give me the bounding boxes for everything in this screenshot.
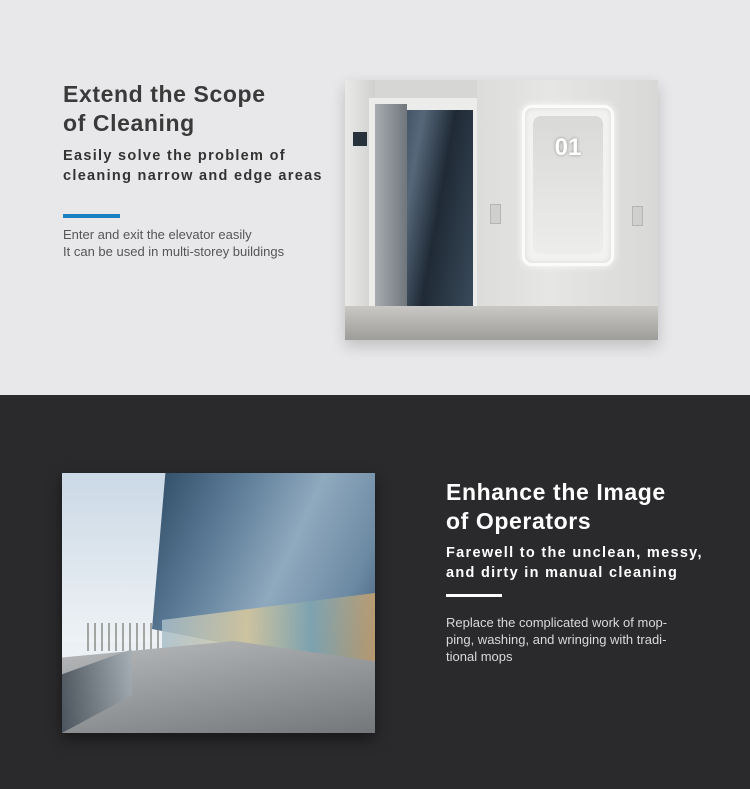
scope-desc-line2: It can be used in multi-storey buildings: [63, 244, 285, 259]
scope-title-line1: Extend the Scope: [63, 81, 266, 107]
operators-title-line1: Enhance the Image: [446, 479, 666, 505]
operators-subtitle: Farewell to the unclean, messy, and dirty in manual cleaning: [446, 545, 703, 581]
scope-accent-bar: [63, 214, 120, 218]
elevator-floor-number: 01: [554, 134, 582, 161]
operators-description: [446, 614, 706, 665]
scope-title-line2: of Cleaning: [63, 110, 195, 136]
operators-title: [446, 478, 736, 536]
elevator-door: [375, 104, 407, 308]
operators-desc-line1: Replace the complicated work of mop-: [446, 615, 668, 630]
operators-desc-line3: tional mops: [446, 649, 513, 664]
building-trees: [87, 623, 162, 651]
elevator-call-panel: [353, 132, 367, 146]
operators-accent-bar: [446, 594, 502, 597]
elevator-button-right: [632, 206, 643, 226]
elevator-floor: [345, 306, 658, 340]
scope-desc-line1: Enter and exit the elevator easily: [63, 227, 252, 242]
scope-description: [63, 226, 333, 260]
operators-desc-line2: ping, washing, and wringing with tradi-: [446, 632, 667, 647]
building-photo: [62, 473, 375, 733]
scope-subtitle: Easily solve the problem of cleaning narrow and edge areas: [63, 148, 323, 184]
elevator-display: [522, 105, 614, 266]
image-section: [0, 395, 750, 789]
elevator-photo: [345, 80, 658, 340]
operators-title-line2: of Operators: [446, 508, 592, 534]
elevator-button-left: [490, 204, 501, 224]
scope-title: [63, 80, 323, 138]
